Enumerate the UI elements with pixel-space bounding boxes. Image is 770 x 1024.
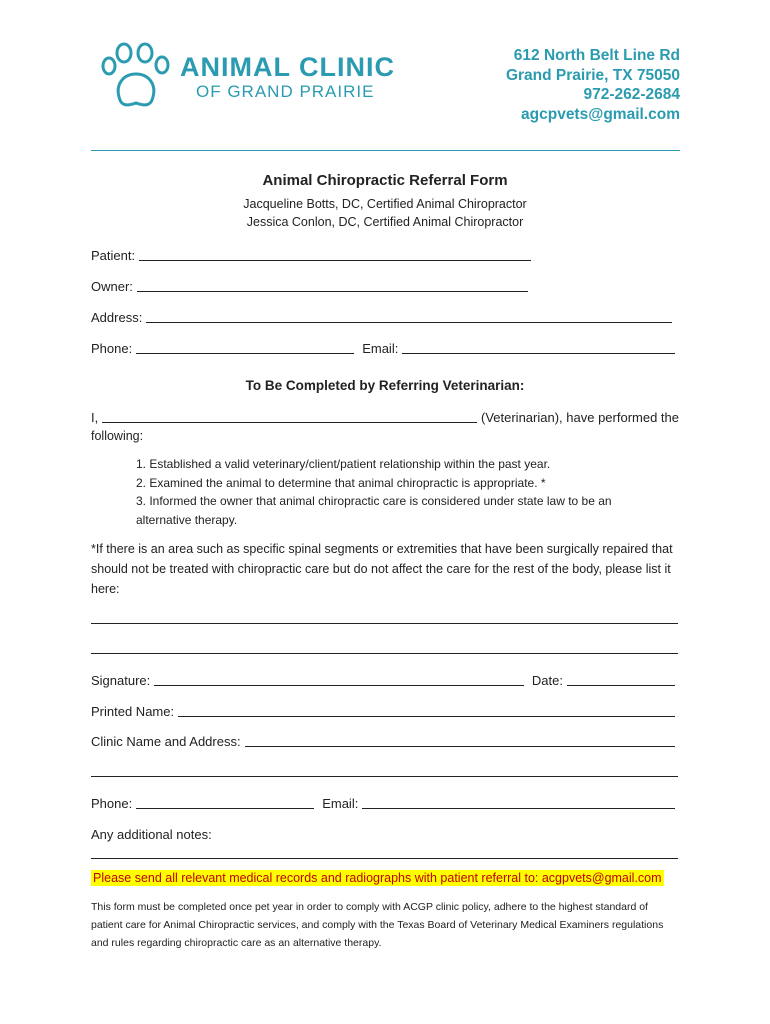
owner-label: Owner: [91,279,133,294]
clinic-address-line-2[interactable] [91,776,678,777]
clinic-subname: OF GRAND PRAIRIE [196,82,375,101]
clinic-logo [100,40,400,120]
phone-email-row [91,336,679,356]
clinic-address-label: Clinic Name and Address: [91,734,241,749]
clinic-address-field[interactable] [245,732,675,747]
clinic-address-row [91,729,679,749]
vet-phone-label: Phone: [91,796,133,811]
notes-line[interactable] [91,858,678,859]
phone-label: Phone: [91,341,133,356]
list-item: 1. Established a valid veterinary/client/patient relationship within the past year. [136,457,551,471]
attestation-start: I, [91,410,99,425]
address-label: Address: [91,310,143,325]
chiropractor-2: Jessica Conlon, DC, Certified Animal Chiropractor [246,215,524,229]
clinic-address-line1: 612 North Belt Line Rd [513,47,680,64]
signature-row [91,668,679,688]
address-row [91,305,676,325]
clinic-contact [506,46,680,124]
attestation-list [136,455,656,529]
patient-row [91,243,535,263]
veterinarian-name-field[interactable] [102,408,477,423]
notes-label: Any additional notes: [91,827,212,842]
date-label: Date: [531,673,563,688]
clinic-email: agcpvets@gmail.com [521,105,680,123]
list-item: 2. Examined the animal to determine that animal chiropractic is appropriate. * [136,475,546,490]
exception-note: *If there is an area such as specific spinal segments or extremities that have been surgically repaired that should not be treated with chiropractic care but do not affect the care for the rest of the body, please list it here: [91,542,673,596]
clinic-name: ANIMAL CLINIC [180,52,395,82]
exception-line-2[interactable] [91,653,678,654]
policy-text: This form must be completed once pet year in order to comply with ACGP clinic policy, adhere to the highest standard of patient care for Animal Chiropractic services, and comply with the Texas Board of Veterinary Medical Examiners regulations and rules regarding chiropractic care as an alternative therapy. [91,901,664,949]
owner-row [91,274,532,294]
patient-label: Patient: [91,248,136,263]
records-notice: Please send all relevant medical records and radiographs with patient referral to: acgpvets@gmail.com [93,871,662,885]
clinic-address-line2: Grand Prairie, TX 75050 [505,66,680,84]
printed-name-label: Printed Name: [91,704,175,719]
address-field[interactable] [146,308,672,323]
owner-field[interactable] [137,277,528,292]
phone-field[interactable] [136,339,354,354]
clinic-phone: 972-262-2684 [583,86,680,103]
form-title: Animal Chiropractic Referral Form [262,172,508,189]
attestation-end: (Veterinarian), have performed the [481,410,679,425]
printed-name-row [91,699,679,719]
attestation-cont: following: [91,429,144,443]
attestation-row [91,405,679,425]
chiropractor-1: Jacqueline Botts, DC, Certified Animal Chiropractor [243,197,527,211]
vet-phone-field[interactable] [136,794,314,809]
vet-phone-email-row [91,791,679,811]
paw-logo-icon [100,40,180,112]
exception-line-1[interactable] [91,623,678,624]
list-item: 3. Informed the owner that animal chiropractic care is considered under state law to be an alternative therapy. [136,494,612,527]
date-field[interactable] [567,671,675,686]
header-divider [91,150,680,151]
vet-email-field[interactable] [362,794,675,809]
signature-field[interactable] [154,671,524,686]
notes-row [91,822,679,842]
email-field[interactable] [402,339,675,354]
printed-name-field[interactable] [178,702,675,717]
signature-label: Signature: [91,673,151,688]
referring-vet-heading: To Be Completed by Referring Veterinarian: [245,378,525,393]
patient-field[interactable] [139,246,531,261]
vet-email-label: Email: [322,796,359,811]
email-label: Email: [362,341,399,356]
